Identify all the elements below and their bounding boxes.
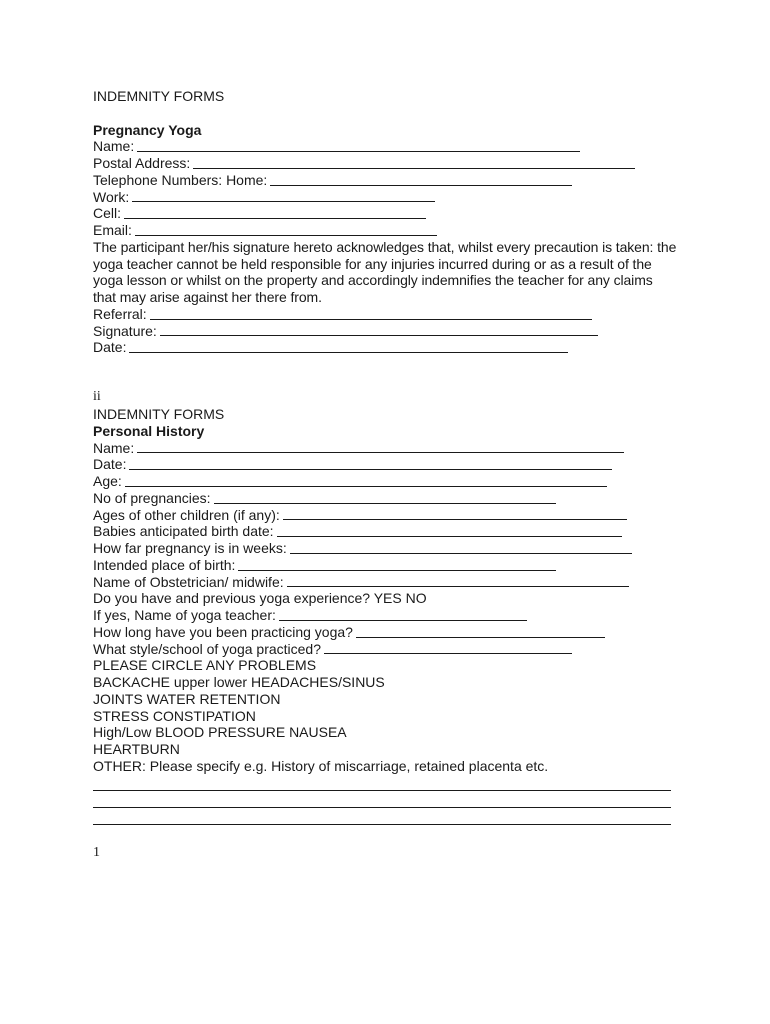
age-field[interactable] — [93, 473, 693, 490]
birth-place-blank[interactable] — [238, 558, 556, 571]
personal-history-form — [93, 406, 693, 825]
field-label: Cell: — [93, 205, 122, 222]
name-blank[interactable] — [137, 440, 624, 453]
other-answer-line[interactable] — [93, 790, 671, 791]
obstetrician-field[interactable] — [93, 574, 693, 591]
page-number: 1 — [93, 845, 100, 860]
problem-line: STRESS CONSTIPATION — [93, 707, 256, 724]
field-label: Date: — [93, 456, 127, 473]
field-label: Date: — [93, 339, 127, 356]
pregnancy-weeks-field[interactable] — [93, 540, 693, 557]
birth-date-blank[interactable] — [277, 524, 622, 537]
practice-duration-blank[interactable] — [356, 625, 605, 638]
experience-question: Do you have and previous yoga experience? YES NO — [93, 590, 427, 607]
children-ages-blank[interactable] — [283, 507, 627, 520]
email-field[interactable] — [93, 222, 693, 239]
form-heading: INDEMNITY FORMS — [93, 88, 225, 104]
problems-heading: PLEASE CIRCLE ANY PROBLEMS — [93, 657, 317, 674]
referral-blank[interactable] — [150, 307, 592, 320]
field-label: Ages of other children (if any): — [93, 506, 280, 523]
field-label: Work: — [93, 188, 130, 205]
postal-address-blank[interactable] — [193, 156, 635, 169]
pregnancy-yoga-form — [93, 88, 693, 356]
age-blank[interactable] — [125, 474, 607, 487]
email-blank[interactable] — [135, 223, 437, 236]
problem-line: JOINTS WATER RETENTION — [93, 690, 281, 707]
pregnancy-weeks-blank[interactable] — [290, 541, 632, 554]
signature-blank[interactable] — [160, 323, 598, 336]
form-title: Personal History — [93, 422, 205, 439]
field-label: Intended place of birth: — [93, 556, 236, 573]
other-answer-line[interactable] — [93, 807, 671, 808]
other-answer-line[interactable] — [93, 824, 671, 825]
field-label: How long have you been practicing yoga? — [93, 623, 353, 640]
field-label: No of pregnancies: — [93, 489, 211, 506]
date-blank[interactable] — [129, 457, 612, 470]
name-field[interactable] — [93, 138, 693, 155]
field-label: Name of Obstetrician/ midwife: — [93, 573, 284, 590]
field-label: Babies anticipated birth date: — [93, 523, 274, 540]
problem-line: HEARTBURN — [93, 741, 180, 757]
postal-address-field[interactable] — [93, 155, 693, 172]
field-label: If yes, Name of yoga teacher: — [93, 607, 276, 623]
telephone-home-field[interactable] — [93, 172, 693, 189]
cell-field[interactable] — [93, 205, 693, 222]
field-label: What style/school of yoga practiced? — [93, 640, 322, 657]
field-label: Email: — [93, 222, 132, 238]
teacher-name-blank[interactable] — [279, 608, 527, 621]
other-prompt: OTHER: Please specify e.g. History of miscarriage, retained placenta etc. — [93, 757, 549, 774]
page-marker: ii — [93, 389, 101, 404]
problem-line: High/Low BLOOD PRESSURE NAUSEA — [93, 724, 347, 741]
disclaimer-paragraph: The participant her/his signature hereto acknowledges that, whilst every precaution is taken: the yoga teacher cannot be held responsible for any injuries incurred during or as a result of the yoga lesson or whilst on the property and accordingly indemnifies the teacher for any claims that may arise against her there from. — [93, 238, 677, 305]
date-blank[interactable] — [129, 340, 568, 353]
pregnancies-blank[interactable] — [214, 491, 556, 504]
teacher-name-field[interactable] — [93, 607, 693, 624]
form-title: Pregnancy Yoga — [93, 121, 202, 138]
name-blank[interactable] — [137, 139, 580, 152]
field-label: Signature: — [93, 322, 157, 339]
yoga-style-blank[interactable] — [324, 641, 572, 654]
pregnancies-field[interactable] — [93, 490, 693, 507]
obstetrician-blank[interactable] — [287, 574, 629, 587]
work-field[interactable] — [93, 189, 693, 206]
field-label: How far pregnancy is in weeks: — [93, 540, 287, 556]
field-label: Age: — [93, 473, 122, 489]
yoga-style-field[interactable] — [93, 641, 693, 658]
field-label: Name: — [93, 439, 135, 456]
telephone-home-blank[interactable] — [270, 173, 572, 186]
birth-date-field[interactable] — [93, 523, 693, 540]
date-field[interactable] — [93, 339, 693, 356]
cell-blank[interactable] — [124, 206, 426, 219]
field-label: Referral: — [93, 305, 147, 322]
form-heading: INDEMNITY FORMS — [93, 406, 225, 422]
birth-place-field[interactable] — [93, 557, 693, 574]
children-ages-field[interactable] — [93, 507, 693, 524]
practice-duration-field[interactable] — [93, 624, 693, 641]
problem-line: BACKACHE upper lower HEADACHES/SINUS — [93, 674, 385, 690]
field-label: Postal Address: — [93, 155, 191, 171]
name-field[interactable] — [93, 440, 693, 457]
work-blank[interactable] — [132, 189, 435, 202]
referral-field[interactable] — [93, 306, 693, 323]
field-label: Telephone Numbers: Home: — [93, 171, 268, 188]
date-field[interactable] — [93, 456, 693, 473]
field-label: Name: — [93, 138, 135, 155]
signature-field[interactable] — [93, 323, 693, 340]
